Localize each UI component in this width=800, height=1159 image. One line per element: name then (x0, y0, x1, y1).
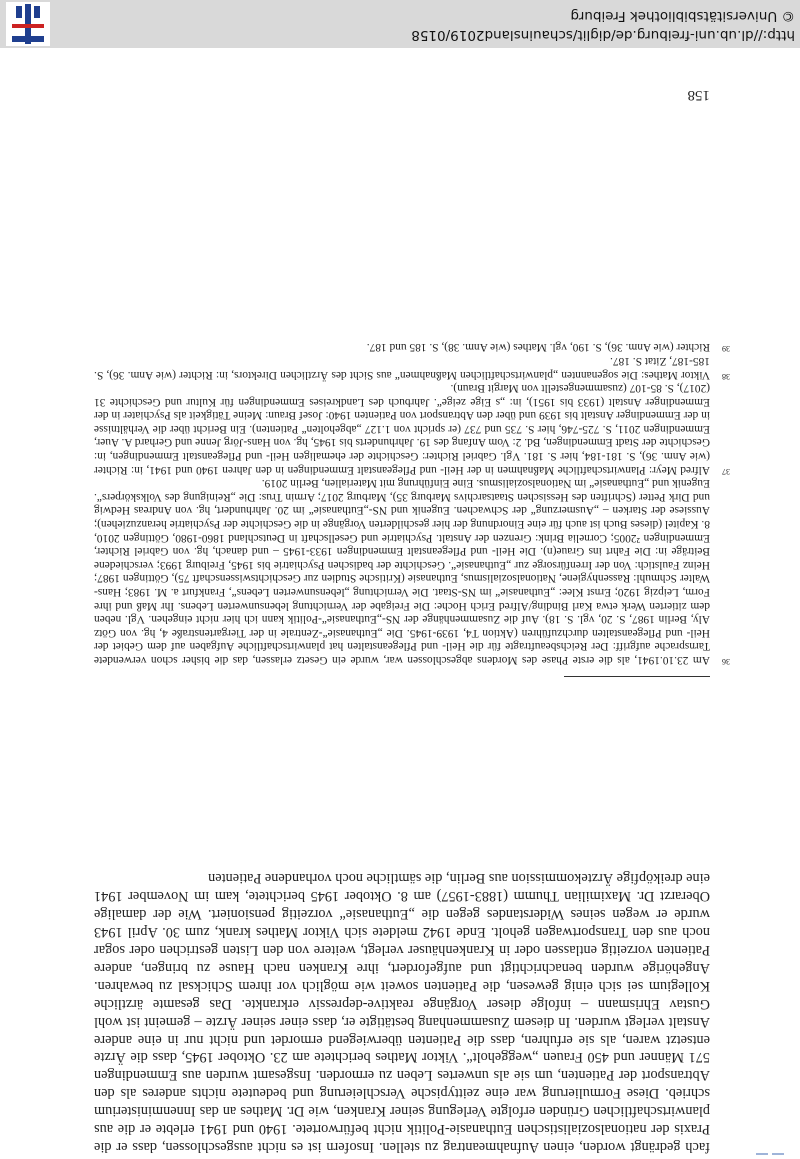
footer-url-link[interactable]: http://dl.ub.uni-freiburg.de/diglit/schauinsland2019/0158 (411, 27, 795, 43)
footer-text (155, 6, 795, 44)
main-text-block (94, 869, 710, 1156)
ub-freiburg-logo-icon (6, 2, 50, 46)
footnote-text: Am 23.10.1941, als die erste Phase des Mordens abgeschlossen war, wurde ein Gesetz erlassen, das die bisher schon verwendete Tarnsprache aufgriff: Der Reichsbeauftragte für die Heil- und Pflegeanstalten hat planwirtschaftliche Aufgaben auf dem Gebiet der Heil- und Pflegeanstalten durchzuführen (Aktion T4, 1939-1945. Die „Euthanasie“-Zentrale in der Tiergartenstraße 4, hg. von Götz Aly, Berlin 1987, S. 20, vgl. S. 18). Auf die Zusammenhänge der NS-„Euthanasie“-Politik kann ich hier nicht eingehen. Vgl. neben dem zitierten Werk etwa Karl Binding/Alfred Erich Hoche: Die Freigabe der Vernichtung lebensunwerten Lebens. Ihr Maß und ihre Form, Leipzig 1920; Ernst Klee: „Euthanasie“ im NS-Staat. Die Vernichtung „lebensunwerten Lebens“, Frankfurt a. M. 1983; Hans-Walter Schmuhl: Rassenhygiene, Nationalsozialismus, Euthanasie (Kritische Studien zur Geschichtswissenschaft 75), Göttingen 1987; Heinz Faulstich: Von der Irrenfürsorge zur „Euthanasie“. Geschichte der badischen Psychiatrie bis 1945, Freiburg 1993; verschiedene Beiträge in: Die Fahrt ins Graue(n). Die Heil- und Pflegeanstalt Emmendingen 1933-1945 – und danach, hg. von Gabriel Richter, Emmendingen ²2005; Cornelia Brink: Grenzen der Anstalt. Psychiatrie und Gesellschaft in Deutschland 1860-1980, Göttingen 2010, 8. Kapitel (dieses Buch ist auch für eine Einordnung der hier geschilderten Vorgänge in die Geschichte der Psychiatrie heranzuziehen); Aussiese der Starken – „Ausmerzung“ der Schwachen. Eugenik und NS-„Euthanasie“ im 20. Jahrhundert, hg. von Andreas Hedwig und Dirk Petter (Schriften des Hessischen Staatsarchivs Marburg 35), Marburg 2017; Armin Trus: Die „Reinigung des Volkskörpers“. Eugenik und „Euthanasie“ im Nationalsozialismus. Eine Einführung mit Materialien, Berlin 2019. (94, 477, 710, 666)
footnotes (94, 340, 730, 666)
footnote-separator (564, 676, 710, 677)
footnote-38 (94, 353, 730, 381)
book-page (0, 48, 800, 1159)
footnote-37 (94, 381, 730, 476)
corner-mark-icon (754, 1149, 784, 1157)
footnote-text: Richter (wie Anm. 36), S. 190, vgl. Mathes (wie Anm. 38), S. 185 und 187. (366, 341, 710, 354)
footnote-text: Viktor Mathes: Die sogenannten „planwirtschaftlichen Maßnahmen“ aus Sicht des Ärztlichen Direktors, in: Richter (wie Anm. 36), S. 185-187, Zitat S. 187. (94, 354, 710, 381)
footer-copyright: © Universitätsbibliothek Freiburg (570, 8, 795, 24)
footnote-number: 38 (722, 371, 730, 381)
body-paragraph: fach gedrängt worden, einen Aufnahmeantrag zu stellen. Insofern ist es nicht ausgeschlossen, dass er die Praxis der nationalsozialistischen Euthanasie-Politik nicht befürwortete. 1940 und 1941 erlebte er die aus planwirtschaftlichen Gründen erfolgte Verlegung seiner Kranken, wie Dr. Mathes an das Innenministerium schrieb. Diese Formulierung war eine zeittypische Verschleierung und bedeutete nichts anderes als den Abtransport der Patienten, um sie als unwertes Leben zu ermorden. Insgesamt wurden aus Emmendingen 571 Männer und 450 Frauen „weggeholt“. Viktor Mathes berichtete am 23. Oktober 1945, dass die Ärzte entsetzt waren, als sie erfuhren, dass die Patienten überwiegend ermordet und nicht nur in eine andere Anstalt verlegt wurden. In diesem Zusammenhang bestätigte er, dass einer seiner Ärzte – gemeint ist wohl Gustav Ehrismann – infolge dieser Vorgänge reaktive-depressiv erkrankte. Das gesamte ärztliche Kollegium sei sich einig gewesen, die Patienten soweit wie möglich vor ihrem Schicksal zu bewahren. Angehörige wurden benachrichtigt und aufgefordert, ihre Kranken nach Hause zu bringen, andere Patienten vorzeitig entlassen oder in Krankenhäuser verlegt, weitere von den Listen gestrichen oder sogar noch aus den Transportwagen geholt. Ende 1942 meldete sich Viktor Mathes krank, zum 30. April 1943 wurde er wegen seines Widerstandes gegen die „Euthanasie“ vorzeitig pensioniert. Wie der damalige Oberarzt Dr. Maximilian Thumm (1883-1957) am 8. Oktober 1945 berichtete, kam im November 1941 eine dreiköpfige Ärztekommission aus Berlin, die sämtliche noch vorhandene Patienten (94, 870, 710, 1155)
footnote-number: 37 (722, 466, 730, 476)
footer-bar (0, 0, 800, 48)
page-number: 158 (687, 87, 710, 103)
footnote-36 (94, 476, 730, 666)
footnote-text: Alfred Meyr: Planwirtschaftliche Maßnahmen in der Heil- und Pflegeanstalt Emmendingen in den Jahren 1940 und 1941, in: Richter (wie Anm. 36), S. 181-184, hier S. 181. Vgl. Gabriel Richter: Geschichte der ehemaligen Heil- und Pflegeanstalt Emmendingen, in: Geschichte der Stadt Emmendingen, Bd. 2: Vom Anfang des 19. Jahrhunderts bis 1945, hg. von Hans-Jörg Jenne und Gerhard A. Auer, Emmendingen 2011, S. 725-746, hier S. 735 und 737 (er spricht von 1.127 „abgeholten“ Patienten). Ein Bericht über die Verhältnisse in der Emmendinger Anstalt bis 1939 und über den Abtransport von Patienten 1940: Josef Braun: Meine Tätigkeit als Psychiater in der Emmendinger Anstalt (1933 bis 1951), in: „s Eige zeige“. Jahrbuch des Landkreises Emmendingen für Kultur und Geschichte 31 (2017), S. 85-107 (zusammengestellt von Margit Braun). (94, 382, 710, 476)
footnote-number: 36 (722, 657, 730, 666)
footnote-number: 39 (722, 344, 730, 354)
footnote-39 (94, 340, 730, 354)
